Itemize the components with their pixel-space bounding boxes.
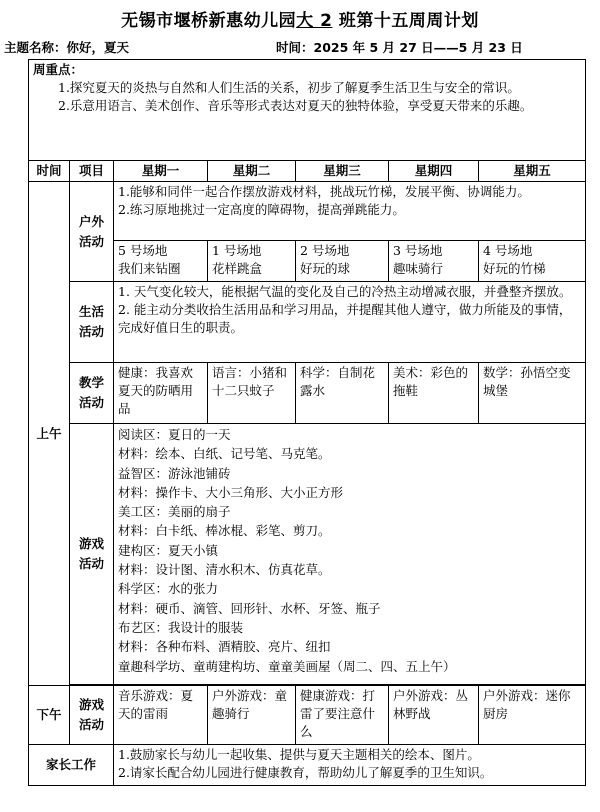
outdoor-label-1: 户外 bbox=[78, 213, 104, 229]
life-item-1: 1. 天气变化较大，能根据气温的变化及自己的冷热主动增减衣服，并叠整齐摆放。 bbox=[118, 284, 572, 299]
teaching-label bbox=[70, 363, 114, 424]
life-label-1: 生活 bbox=[78, 304, 104, 319]
teaching-row bbox=[29, 363, 586, 424]
parents-content bbox=[114, 745, 586, 786]
play-line: 材料：绘本、白纸、记号笔、马克笔。 bbox=[118, 446, 331, 462]
afternoon-play-label-1: 游戏 bbox=[78, 697, 104, 712]
outdoor-thu-venue: 3 号场地 bbox=[393, 243, 443, 258]
outdoor-wed bbox=[296, 241, 389, 282]
play-line: 材料：各种布料、酒精胶、亮片、纽扣 bbox=[118, 639, 331, 655]
teaching-label-1: 教学 bbox=[78, 375, 104, 390]
afternoon-play-label bbox=[70, 686, 114, 745]
focus-item-1: 1.探究夏天的炎热与自然和人们生活的关系，初步了解夏季生活卫生与安全的常识。 bbox=[58, 80, 520, 95]
parents-row bbox=[29, 745, 586, 786]
life-row bbox=[29, 282, 586, 363]
col-thu: 星期四 bbox=[389, 161, 479, 182]
col-time: 时间 bbox=[29, 161, 70, 182]
outdoor-label-2: 活动 bbox=[78, 233, 104, 249]
outdoor-goals bbox=[114, 182, 586, 241]
afternoon-mon: 音乐游戏：夏天的雷雨 bbox=[114, 686, 208, 745]
play-line: 益智区：游泳池铺砖 bbox=[118, 465, 231, 481]
afternoon-fri: 户外游戏：迷你厨房 bbox=[479, 686, 586, 745]
play-label bbox=[70, 424, 114, 685]
col-mon: 星期一 bbox=[114, 161, 208, 182]
play-line: 材料：操作卡、大小三角形、大小正方形 bbox=[118, 484, 344, 500]
focus-item-2: 2.乐意用语言、美术创作、音乐等形式表达对夏天的独特体验，享受夏天带来的乐趣。 bbox=[58, 98, 533, 113]
period-afternoon: 下午 bbox=[29, 686, 70, 745]
play-label-1: 游戏 bbox=[78, 536, 104, 551]
col-wed: 星期三 bbox=[296, 161, 389, 182]
col-fri: 星期五 bbox=[479, 161, 586, 182]
life-item-2: 2. 能主动分类收拾生活用品和学习用品，并提醒其他人遵守，做力所能及的事情，完成好值日生的职责。 bbox=[118, 302, 572, 335]
parents-item-1: 1.鼓励家长与幼儿一起收集、提供与夏天主题相关的绘本、图片。 bbox=[118, 747, 480, 762]
afternoon-row bbox=[29, 686, 586, 745]
teaching-fri: 数学：孙悟空变城堡 bbox=[479, 363, 586, 424]
outdoor-tue-game: 花样跳盒 bbox=[212, 261, 263, 276]
title-class: 大 2 bbox=[296, 11, 333, 31]
outdoor-fri bbox=[479, 241, 586, 282]
life-label bbox=[70, 282, 114, 363]
period-morning: 上午 bbox=[29, 182, 70, 686]
parents-item-2: 2.请家长配合幼儿园进行健康教育，帮助幼儿了解夏季的卫生知识。 bbox=[118, 765, 493, 780]
parents-label: 家长工作 bbox=[29, 745, 114, 786]
focus-row bbox=[29, 60, 586, 161]
outdoor-label bbox=[70, 182, 114, 282]
afternoon-thu: 户外游戏：丛林野战 bbox=[389, 686, 479, 745]
teaching-mon: 健康：我喜欢夏天的防晒用品 bbox=[114, 363, 208, 424]
outdoor-fri-venue: 4 号场地 bbox=[483, 243, 533, 258]
outdoor-mon bbox=[114, 241, 208, 282]
play-line: 童趣科学坊、童萌建构坊、童童美画屋（周二、四、五上午） bbox=[118, 658, 456, 674]
teaching-label-2: 活动 bbox=[78, 395, 104, 410]
outdoor-mon-venue: 5 号场地 bbox=[118, 243, 168, 258]
teaching-wed: 科学：自制花露水 bbox=[296, 363, 389, 424]
play-row bbox=[29, 424, 586, 685]
life-label-2: 活动 bbox=[78, 324, 104, 339]
outdoor-fri-game: 好玩的竹梯 bbox=[483, 261, 546, 276]
header-row bbox=[29, 161, 586, 182]
outdoor-tue-venue: 1 号场地 bbox=[212, 243, 262, 258]
col-tue: 星期二 bbox=[208, 161, 296, 182]
outdoor-goal-2: 2.练习原地挑过一定高度的障碍物，提高弹跳能力。 bbox=[118, 202, 405, 217]
play-line: 科学区：水的张力 bbox=[118, 581, 219, 597]
play-line: 材料：设计图、清水积木、仿真花草。 bbox=[118, 562, 331, 578]
outdoor-tue bbox=[208, 241, 296, 282]
play-label-2: 活动 bbox=[78, 556, 104, 571]
afternoon-wed: 健康游戏：打雷了要注意什么 bbox=[296, 686, 389, 745]
life-content bbox=[114, 282, 586, 363]
play-line: 建构区：夏天小镇 bbox=[118, 542, 219, 558]
outdoor-thu-game: 趣味骑行 bbox=[393, 261, 444, 276]
title-week: 班第十五周周计划 bbox=[332, 11, 479, 31]
teaching-tue: 语言：小猪和十二只蚊子 bbox=[208, 363, 296, 424]
afternoon-tue: 户外游戏：童趣骑行 bbox=[208, 686, 296, 745]
page-title bbox=[0, 6, 600, 31]
afternoon-play-label-2: 活动 bbox=[78, 717, 104, 732]
play-line: 材料：白卡纸、棒冰棍、彩笔、剪刀。 bbox=[118, 523, 331, 539]
title-school: 无锡市堰桥新惠幼儿园 bbox=[121, 11, 297, 31]
outdoor-mon-game: 我们来钻圈 bbox=[118, 261, 181, 276]
weekly-plan-table bbox=[28, 59, 586, 786]
focus-cell bbox=[29, 60, 586, 161]
focus-label: 周重点： bbox=[33, 62, 84, 77]
outdoor-wed-game: 好玩的球 bbox=[300, 261, 351, 276]
play-line: 布艺区：我设计的服装 bbox=[118, 619, 244, 635]
play-line: 阅读区：夏日的一天 bbox=[118, 427, 231, 442]
teaching-thu: 美术：彩色的拖鞋 bbox=[389, 363, 479, 424]
play-content bbox=[114, 424, 586, 685]
outdoor-goals-row bbox=[29, 182, 586, 241]
theme-name: 主题名称：你好，夏天 bbox=[4, 40, 130, 55]
plan-time: 时间：2025 年 5 月 27 日——5 月 23 日 bbox=[276, 40, 523, 55]
col-item: 项目 bbox=[70, 161, 114, 182]
play-line: 材料：硬币、滴管、回形针、水杯、牙签、瓶子 bbox=[118, 600, 381, 616]
outdoor-thu bbox=[389, 241, 479, 282]
play-line: 美工区：美丽的扇子 bbox=[118, 504, 231, 520]
outdoor-wed-venue: 2 号场地 bbox=[300, 243, 350, 258]
outdoor-goal-1: 1.能够和同伴一起合作摆放游戏材料，挑战玩竹梯，发展平衡、协调能力。 bbox=[118, 184, 530, 199]
